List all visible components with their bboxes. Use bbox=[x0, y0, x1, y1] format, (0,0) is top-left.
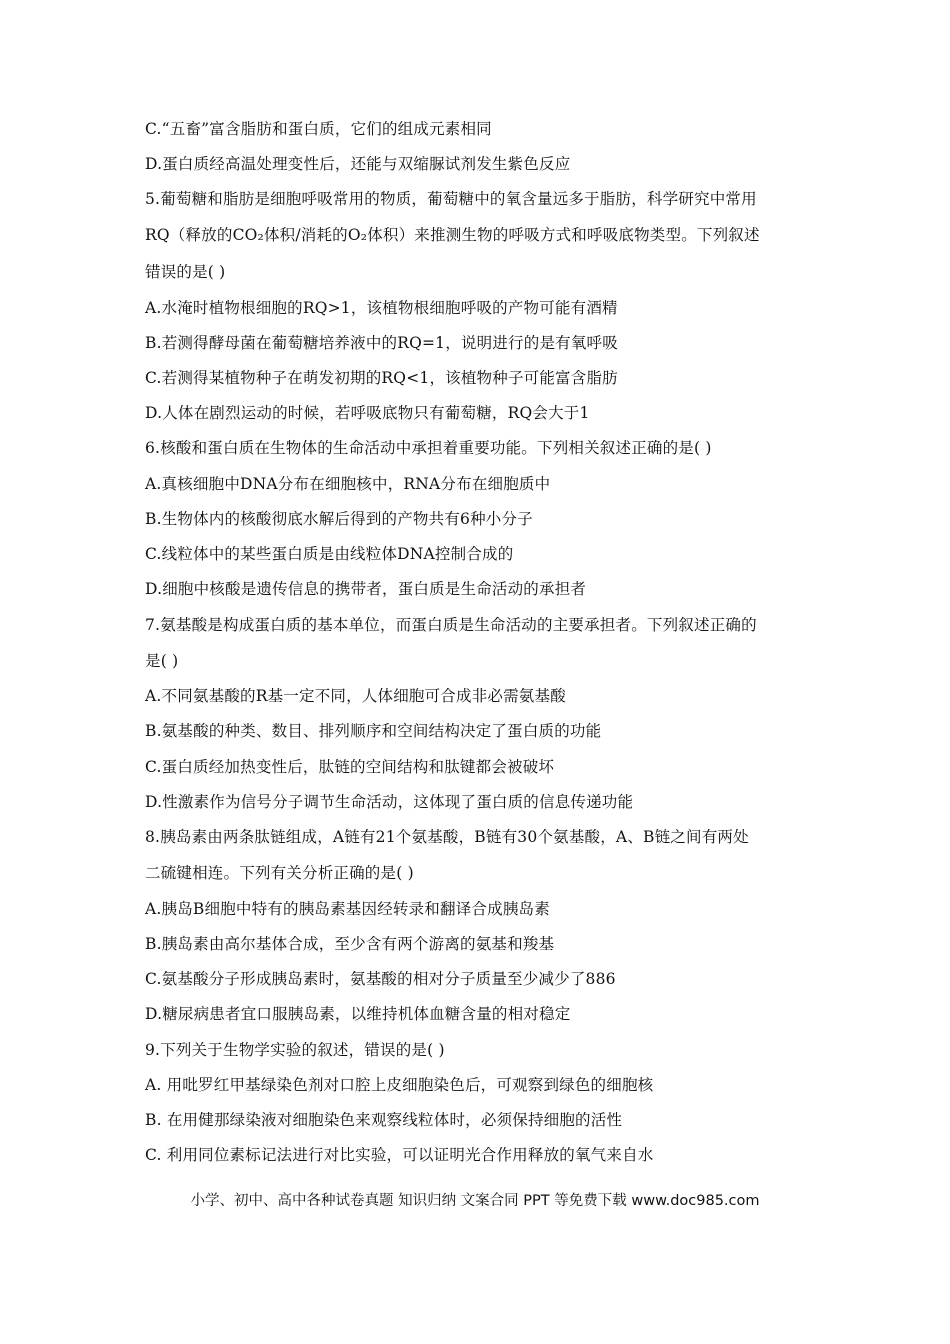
option-a: A. 用吡罗红甲基绿染色剂对口腔上皮细胞染色后，可观察到绿色的细胞核 bbox=[145, 1076, 654, 1094]
option-a: A.水淹时植物根细胞的RQ>1，该植物根细胞呼吸的产物可能有酒精 bbox=[145, 299, 618, 317]
text-line: RQ（释放的CO₂体积/消耗的O₂体积）来推测生物的呼吸方式和呼吸底物类型。下列叙述 bbox=[145, 226, 760, 244]
question-8-stem: 8.胰岛素由两条肽链组成，A链有21个氨基酸，B链有30个氨基酸，A、B链之间有两处 bbox=[145, 828, 749, 846]
text-line: C.“五畜”富含脂肪和蛋白质，它们的组成元素相同 bbox=[145, 120, 492, 138]
question-9-stem: 9.下列关于生物学实验的叙述，错误的是( ) bbox=[145, 1041, 445, 1059]
option-d: D.人体在剧烈运动的时候，若呼吸底物只有葡萄糖，RQ会大于1 bbox=[145, 404, 590, 422]
option-d: D.糖尿病患者宜口服胰岛素，以维持机体血糖含量的相对稳定 bbox=[145, 1005, 571, 1023]
option-b: B. 在用健那绿染液对细胞染色来观察线粒体时，必须保持细胞的活性 bbox=[145, 1111, 623, 1129]
option-c: C.线粒体中的某些蛋白质是由线粒体DNA控制合成的 bbox=[145, 545, 514, 563]
question-7-stem: 7.氨基酸是构成蛋白质的基本单位，而蛋白质是生命活动的主要承担者。下列叙述正确的 bbox=[145, 616, 757, 634]
option-c: C.氨基酸分子形成胰岛素时，氨基酸的相对分子质量至少减少了886 bbox=[145, 970, 616, 988]
option-a: A.不同氨基酸的R基一定不同，人体细胞可合成非必需氨基酸 bbox=[145, 687, 566, 705]
option-c: C.蛋白质经加热变性后，肽链的空间结构和肽键都会被破坏 bbox=[145, 758, 555, 776]
option-b: B.生物体内的核酸彻底水解后得到的产物共有6种小分子 bbox=[145, 510, 533, 528]
text-line: D.蛋白质经高温处理变性后，还能与双缩脲试剂发生紫色反应 bbox=[145, 155, 571, 173]
text-line: 二硫键相连。下列有关分析正确的是( ) bbox=[145, 864, 414, 882]
option-d: D.细胞中核酸是遗传信息的携带者，蛋白质是生命活动的承担者 bbox=[145, 580, 587, 598]
page-footer: 小学、初中、高中各种试卷真题 知识归纳 文案合同 PPT 等免费下载 www.doc985.com bbox=[190, 1193, 760, 1209]
option-b: B.若测得酵母菌在葡萄糖培养液中的RQ=1，说明进行的是有氧呼吸 bbox=[145, 334, 618, 352]
question-5-stem: 5.葡萄糖和脂肪是细胞呼吸常用的物质，葡萄糖中的氧含量远多于脂肪，科学研究中常用 bbox=[145, 190, 757, 208]
text-line: 错误的是( ) bbox=[145, 263, 226, 281]
option-c: C.若测得某植物种子在萌发初期的RQ<1，该植物种子可能富含脂肪 bbox=[145, 369, 618, 387]
option-b: B.胰岛素由高尔基体合成，至少含有两个游离的氨基和羧基 bbox=[145, 935, 555, 953]
text-line: 是( ) bbox=[145, 652, 179, 670]
option-a: A.胰岛B细胞中特有的胰岛素基因经转录和翻译合成胰岛素 bbox=[145, 900, 550, 918]
option-d: D.性激素作为信号分子调节生命活动，这体现了蛋白质的信息传递功能 bbox=[145, 793, 634, 811]
option-a: A.真核细胞中DNA分布在细胞核中，RNA分布在细胞质中 bbox=[145, 475, 551, 493]
question-6-stem: 6.核酸和蛋白质在生物体的生命活动中承担着重要功能。下列相关叙述正确的是( ) bbox=[145, 439, 712, 457]
option-b: B.氨基酸的种类、数目、排列顺序和空间结构决定了蛋白质的功能 bbox=[145, 722, 602, 740]
option-c: C. 利用同位素标记法进行对比实验，可以证明光合作用释放的氧气来自水 bbox=[145, 1146, 654, 1164]
